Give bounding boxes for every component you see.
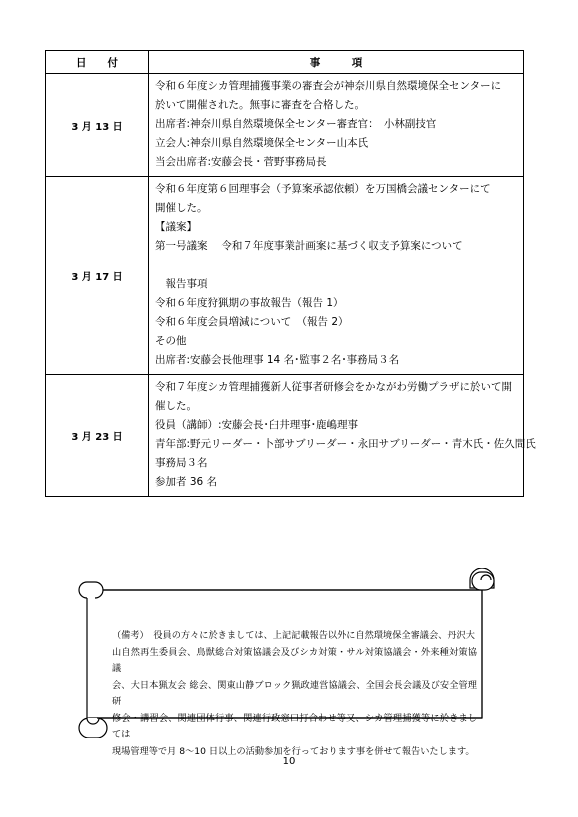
content-line: 立会人:神奈川県自然環境保全センター山本氏 — [155, 137, 369, 149]
content-line: 令和６年度第６回理事会（予算案承認依頼）を万国橋会議センターにて — [155, 183, 491, 195]
content-line: 第一号議案 令和７年度事業計画案に基づく収支予算案について — [155, 240, 463, 252]
content-line: 出席者:神奈川県自然環境保全センター審査官： 小林副技官 — [155, 118, 437, 130]
note-line: 修会・講習会、関連団体行事、関連行政窓口打合わせ等又、シカ管理捕獲等に於きましては — [112, 712, 477, 740]
row-date: 3 月 13 日 — [46, 74, 149, 177]
row-date: 3 月 17 日 — [46, 177, 149, 375]
header-item: 事 項 — [149, 51, 524, 74]
row-content — [149, 177, 524, 375]
content-line: 事務局３名 — [155, 457, 208, 469]
content-line: 令和６年度会員増減について （報告 2） — [155, 316, 349, 328]
content-line: 当会出席者:安藤会長・菅野事務局長 — [155, 156, 327, 168]
note-line: 現場管理等で月 8～10 日以上の活動参加を行っております事を併せて報告いたします。 — [112, 745, 475, 757]
table-header-row — [46, 51, 524, 74]
note-line: 会、大日本猟友会 総会、関東山静ブロック猟政連営協議会、全国会長会議及び安全管理研 — [112, 679, 477, 707]
row-date: 3 月 23 日 — [46, 375, 149, 497]
page-number: 10 — [282, 756, 296, 767]
row-content — [149, 375, 536, 497]
row-content — [149, 74, 524, 177]
content-line: 令和６年度狩猟期の事故報告（報告 1） — [155, 297, 344, 309]
content-line: 参加者 36 名 — [155, 476, 218, 488]
content-line: 催した。 — [155, 400, 197, 412]
table-row — [46, 74, 524, 177]
remarks-note — [112, 628, 477, 760]
content-line: 役員（講師）:安藤会長･臼井理事･鹿嶋理事 — [155, 419, 359, 431]
content-line: 令和６年度シカ管理捕獲事業の審査会が神奈川県自然環境保全センターに — [155, 80, 502, 92]
note-line: （備考） 役員の方々に於きましては、上記記載報告以外に自然環境保全審議会、丹沢大 — [112, 630, 475, 641]
content-line: 【議案】 — [155, 221, 197, 233]
content-line: 報告事項 — [155, 278, 208, 290]
blank-line — [155, 256, 517, 275]
content-line: 青年部:野元リーダー・卜部サブリーダー・永田サブリーダー・青木氏・佐久間氏 — [155, 438, 536, 450]
content-line: 出席者:安藤会長他理事 14 名･監事２名･事務局３名 — [155, 354, 400, 366]
content-line: その他 — [155, 335, 187, 347]
content-line: 開催した。 — [155, 202, 208, 214]
header-date: 日 付 — [46, 51, 149, 74]
note-line: 山自然再生委員会、鳥獣総合対策協議会及びシカ対策・サル対策協議会・外来種対策協議 — [112, 646, 477, 674]
content-line: 於いて開催された。無事に審査を合格した。 — [155, 99, 365, 111]
table-row — [46, 177, 524, 375]
activity-table — [45, 50, 536, 497]
content-line: 令和７年度シカ管理捕獲新人従事者研修会をかながわ労働プラザに於いて開 — [155, 381, 512, 393]
table-row — [46, 375, 524, 497]
